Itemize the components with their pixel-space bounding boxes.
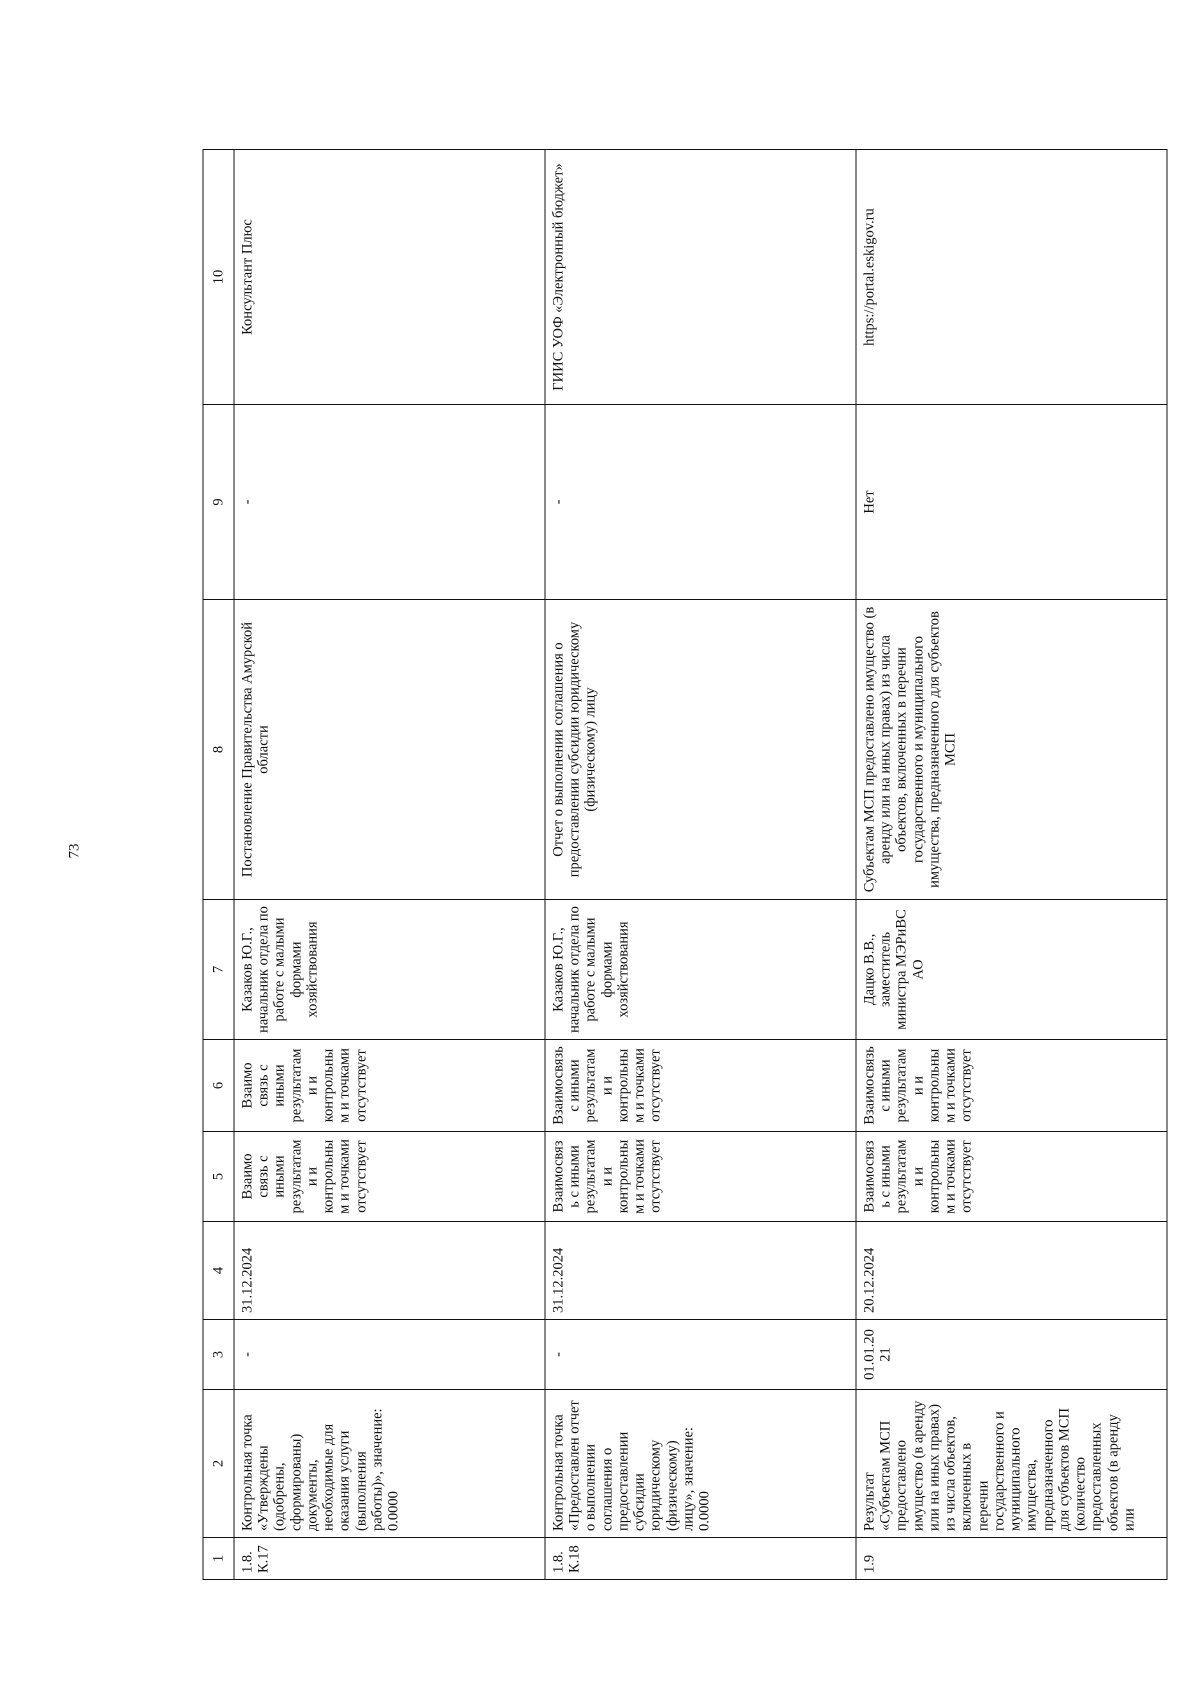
result-name-cell: [856, 1390, 1167, 1538]
predecessor-cell: Взаимосвязь с иными результатами и контрольным и точками отсутствует: [545, 1132, 856, 1222]
header-cell-9: 9: [203, 405, 234, 600]
row-number-cell: 1.8. К.17: [234, 1538, 545, 1580]
responsible-cell: Казаков Ю.Г., начальник отдела по работе с малыми формами хозяйствования: [545, 900, 856, 1040]
table-row: [545, 150, 856, 1580]
end-date-cell: 20.12.2024: [856, 1222, 1167, 1320]
header-row: [203, 150, 234, 1580]
rotated-table-container: [203, 150, 1158, 1580]
info-system-cell: Консультант Плюс: [234, 150, 545, 405]
responsible-cell: Дацко В.В., заместитель министра МЭРиВС АО: [856, 900, 1167, 1040]
header-cell-8: 8: [203, 600, 234, 900]
predecessor-cell: Взаимо связь с иными результатами и контрольным и точками отсутствует: [234, 1132, 545, 1222]
approval-cell: -: [545, 405, 856, 600]
end-date-cell: 31.12.2024: [234, 1222, 545, 1320]
end-date-cell: 31.12.2024: [545, 1222, 856, 1320]
approval-cell: Нет: [856, 405, 1167, 600]
info-system-cell: ГИИС УОФ «Электронный бюджет»: [545, 150, 856, 405]
info-system-cell: https://portal.eskigov.ru: [856, 150, 1167, 405]
header-cell-3: 3: [203, 1320, 234, 1390]
header-cell-5: 5: [203, 1132, 234, 1222]
header-cell-6: 6: [203, 1040, 234, 1132]
results-table: [203, 149, 1168, 1580]
predecessor-cell: Взаимосвязь с иными результатами и контрольным и точками отсутствует: [856, 1132, 1167, 1222]
row-number-cell: 1.9: [856, 1538, 1167, 1580]
header-cell-7: 7: [203, 900, 234, 1040]
approval-cell: -: [234, 405, 545, 600]
header-cell-1: 1: [203, 1538, 234, 1580]
start-date-cell: -: [545, 1320, 856, 1390]
table-row: [234, 150, 545, 1580]
successor-cell: Взаимо связь с иными результатами и контрольным и точками отсутствует: [234, 1040, 545, 1132]
table-row: [856, 150, 1167, 1580]
document-cell: Отчет о выполнении соглашения о предоставлении субсидии юридическому (физическому) лицу: [545, 600, 856, 900]
successor-cell: Взаимосвязь с иными результатами и контрольным и точками отсутствует: [856, 1040, 1167, 1132]
successor-cell: Взаимосвязь с иными результатами и контрольным и точками отсутствует: [545, 1040, 856, 1132]
document-cell: Субъектам МСП предоставлено имущество (в аренду или на иных правах) из числа объектов, включенных в перечни государственного и муниципального имущества, предназначенного для субъектов МСП: [856, 600, 1167, 900]
header-cell-4: 4: [203, 1222, 234, 1320]
result-name-text: Результат «Субъектам МСП предоставлено имущество (в аренду или на иных правах) из числа объектов, включенных в перечни государственного и муниципального имущества, предназначенного для субъектов МСП (количество предоставленных объектов (в аренду или: [861, 1400, 1138, 1531]
header-cell-10: 10: [203, 150, 234, 405]
result-name-cell: Контрольная точка «Предоставлен отчет о выполнении соглашения о предоставлении субсидии юридическому (физическому) лицу», значение: 0.0000: [545, 1390, 856, 1538]
page-number: 73: [66, 843, 83, 859]
start-date-cell: 01.01.2021: [856, 1320, 1167, 1390]
start-date-cell: -: [234, 1320, 545, 1390]
row-number-cell: 1.8. К.18: [545, 1538, 856, 1580]
result-name-cell: Контрольная точка «Утверждены (одобрены, сформированы) документы, необходимые для оказания услуги (выполнения работы)», значение: 0.0000: [234, 1390, 545, 1538]
document-cell: Постановление Правительства Амурской области: [234, 600, 545, 900]
header-cell-2: 2: [203, 1390, 234, 1538]
responsible-cell: Казаков Ю.Г., начальник отдела по работе с малыми формами хозяйствования: [234, 900, 545, 1040]
